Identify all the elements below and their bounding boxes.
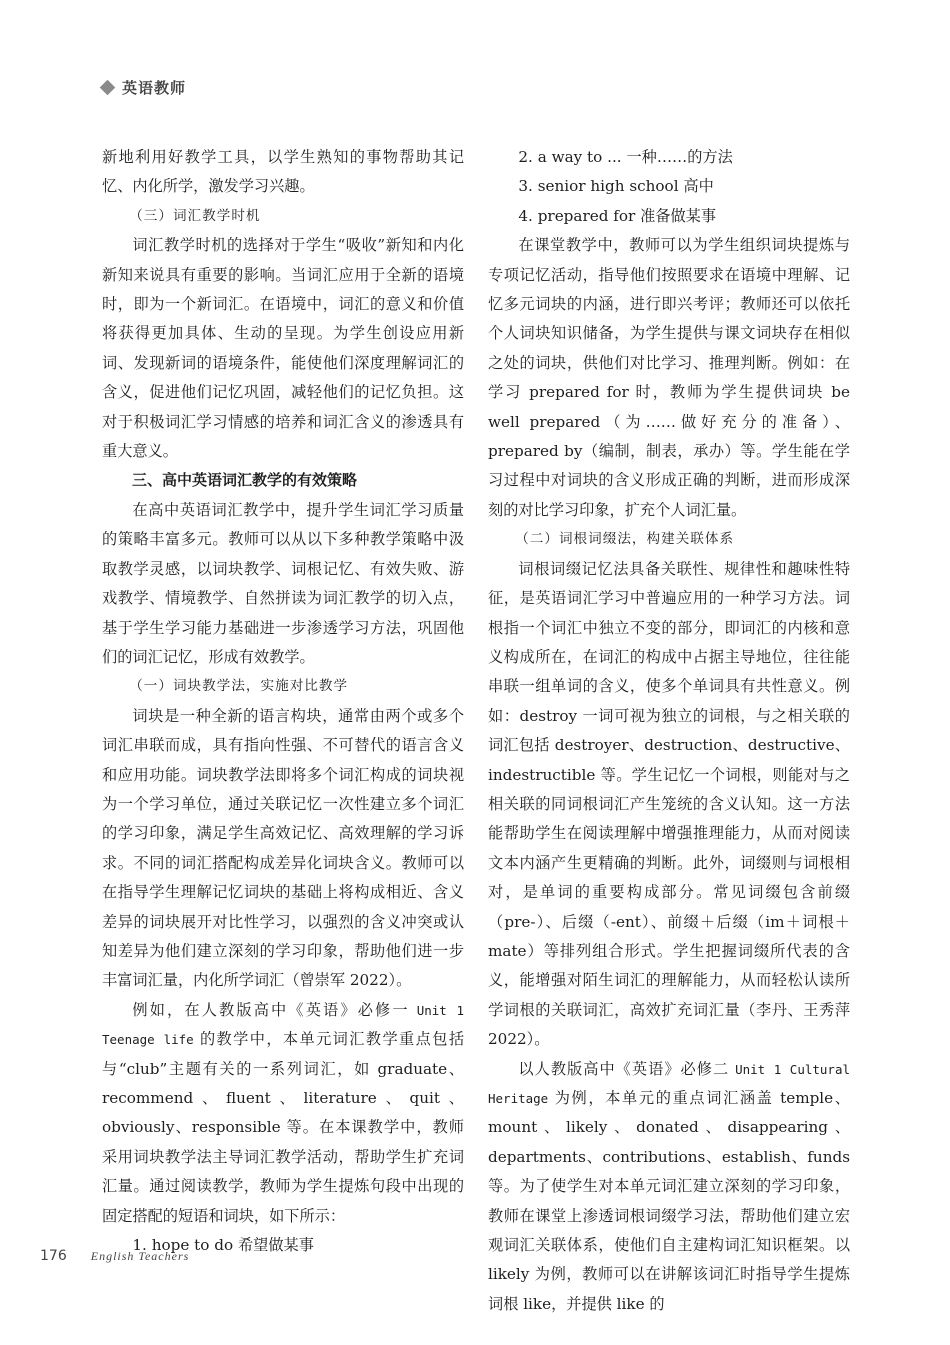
journal-title: 英语教师 [122, 78, 187, 97]
list-item-1: 1. hope to do 希望做某事 [132, 1236, 314, 1255]
paragraph-classroom: 在课堂教学中，教师可以为学生组织词块提炼与专项记忆活动，指导他们按照要求在语境中理解、记忆多元词块的内涵，进行即兴考评；教师还可以依托个人词块知识储备，为学生提供与课文词块存在相似之处的词块，供他们对比学习、推理判断。例如：在学习 prepared for 时，教师为学生提供词块 be well prepared（为……做好充分的准备）、prepared by（编制，制表，承办）等。学生能在学习过程中对词块的含义形成正确的判断，进而形成深刻的对比学习印象，扩充个人词汇量。 [488, 236, 850, 519]
subheading-3: （三）词汇教学时机 [129, 207, 261, 224]
paragraph-timing: 词汇教学时机的选择对于学生“吸收”新知和内化新知来说具有重要的影响。当词汇应用于全新的语境时，即为一个新词汇。在语境中，词汇的意义和价值将获得更加具体、生动的呈现。为学生创设应用新词、发现新词的语境条件，能使他们深度理解词汇的含义，促进他们记忆巩固，减轻他们的记忆负担。这对于积极词汇学习情感的培养和词汇含义的渗透具有重大意义。 [102, 236, 464, 461]
paragraph-roots: 词根词缀记忆法具备关联性、规律性和趣味性特征，是英语词汇学习中普遍应用的一种学习方法。词根指一个词汇中独立不变的部分，即词汇的内核和意义构成所在，在词汇的构成中占据主导地位，往往能串联一组单词的含义，使多个单词具有共性意义。例如：destroy 一词可视为独立的词根，与之相关联的词汇包括 destroyer、destruction、destructive、indestructible 等。学生记忆一个词根，则能对与之相关联的同词根词汇产生笼统的含义认知。这一方法能帮助学生在阅读理解中增强推理能力，从而对阅读文本内涵产生更精确的判断。此外，词缀则与词根相对，是单词的重要构成部分。常见词缀包含前缀（pre-）、后缀（-ent）、前缀＋后缀（im＋词根＋mate）等排列组合形式。学生把握词缀所代表的含义，能增强对陌生词汇的理解能力，从而轻松认读所学词根的关联词汇，高效扩充词汇量（李丹、王秀萍 2022）。 [488, 559, 850, 1049]
example2-text-b: 为例，本单元的重点词汇涵盖 temple、mount、likely、donated、disappearing、departments、contributions、establish、funds 等。为了使学生对本单元词汇建立深刻的学习印象，教师在课堂上渗透词根词缀学习法，帮助他们建立宏观词汇关联体系，使他们自主建构词汇知识框架。以 likely 为例，教师可以在讲解该词汇时指导学生提炼词根 like，并提供 like 的 [488, 1089, 850, 1313]
subheading-2: （二）词根词缀法，构建关联体系 [515, 531, 735, 548]
paragraph-chunks: 词块是一种全新的语言构块，通常由两个或多个词汇串联而成，具有指向性强、不可替代的语言含义和应用功能。词块教学法即将多个词汇构成的词块视为一个学习单位，通过关联记忆一次性建立多个词汇的学习印象，满足学生高效记忆、高效理解的学习诉求。不同的词汇搭配构成差异化词块含义。教师可以在指导学生理解记忆词块的基础上将构成相近、含义差异的词块展开对比性学习，以强烈的含义冲突或认知差异为他们建立深刻的学习印象，帮助他们进一步丰富词汇量，内化所学词汇（曾崇军 2022）。 [102, 706, 464, 990]
subheading-1: （一）词块教学法，实施对比教学 [129, 678, 349, 695]
list-item-4: 4. prepared for 准备做某事 [518, 206, 717, 225]
unit-code: Unit 1 Teenage life [102, 1002, 465, 1048]
paragraph-strategies: 在高中英语词汇教学中，提升学生词汇学习质量的策略丰富多元。教师可以从以下多种教学策略中汲取教学灵感，以词块教学、词根记忆、有效失败、游戏教学、情境教学、自然拼读为词汇教学的切入点，基于学生学习能力基础进一步渗透学习方法，巩固他们的词汇记忆，形成有效教学。 [102, 500, 464, 666]
example2-text-a: 以人教版高中《英语》必修二 [518, 1059, 736, 1078]
paragraph-example-unit1 [102, 996, 464, 1231]
running-header [102, 74, 186, 100]
example-text-b: 的教学中，本单元词汇教学重点包括与“club”主题有关的一系列词汇，如 graduate、recommend、fluent、literature、quit、obviously、responsible 等。在本课教学中，教师采用词块教学法主导词汇教学活动，帮助学生扩充词汇量。通过阅读教学，教师为学生提炼句段中出现的固定搭配的短语和词块，如下所示： [102, 1030, 465, 1225]
paragraph-example-unit1-heritage [488, 1055, 850, 1320]
paragraph-continued: 新地利用好教学工具，以学生熟知的事物帮助其记忆、内化所学，激发学习兴趣。 [102, 148, 464, 196]
list-item-3: 3. senior high school 高中 [518, 177, 714, 196]
unit-code-2: Unit 1 Cultural Heritage [488, 1061, 851, 1106]
right-column [488, 143, 850, 1319]
list-item-2: 2. a way to ... 一种……的方法 [518, 148, 733, 166]
page-footer [40, 1248, 189, 1264]
diamond-icon [100, 79, 116, 95]
example-text-a: 例如，在人教版高中《英语》必修一 [132, 1000, 417, 1019]
section-heading-3: 三、高中英语词汇教学的有效策略 [132, 471, 358, 490]
page-number: 176 [40, 1248, 67, 1264]
left-column [102, 143, 464, 1260]
journal-name: English Teachers [90, 1249, 190, 1263]
